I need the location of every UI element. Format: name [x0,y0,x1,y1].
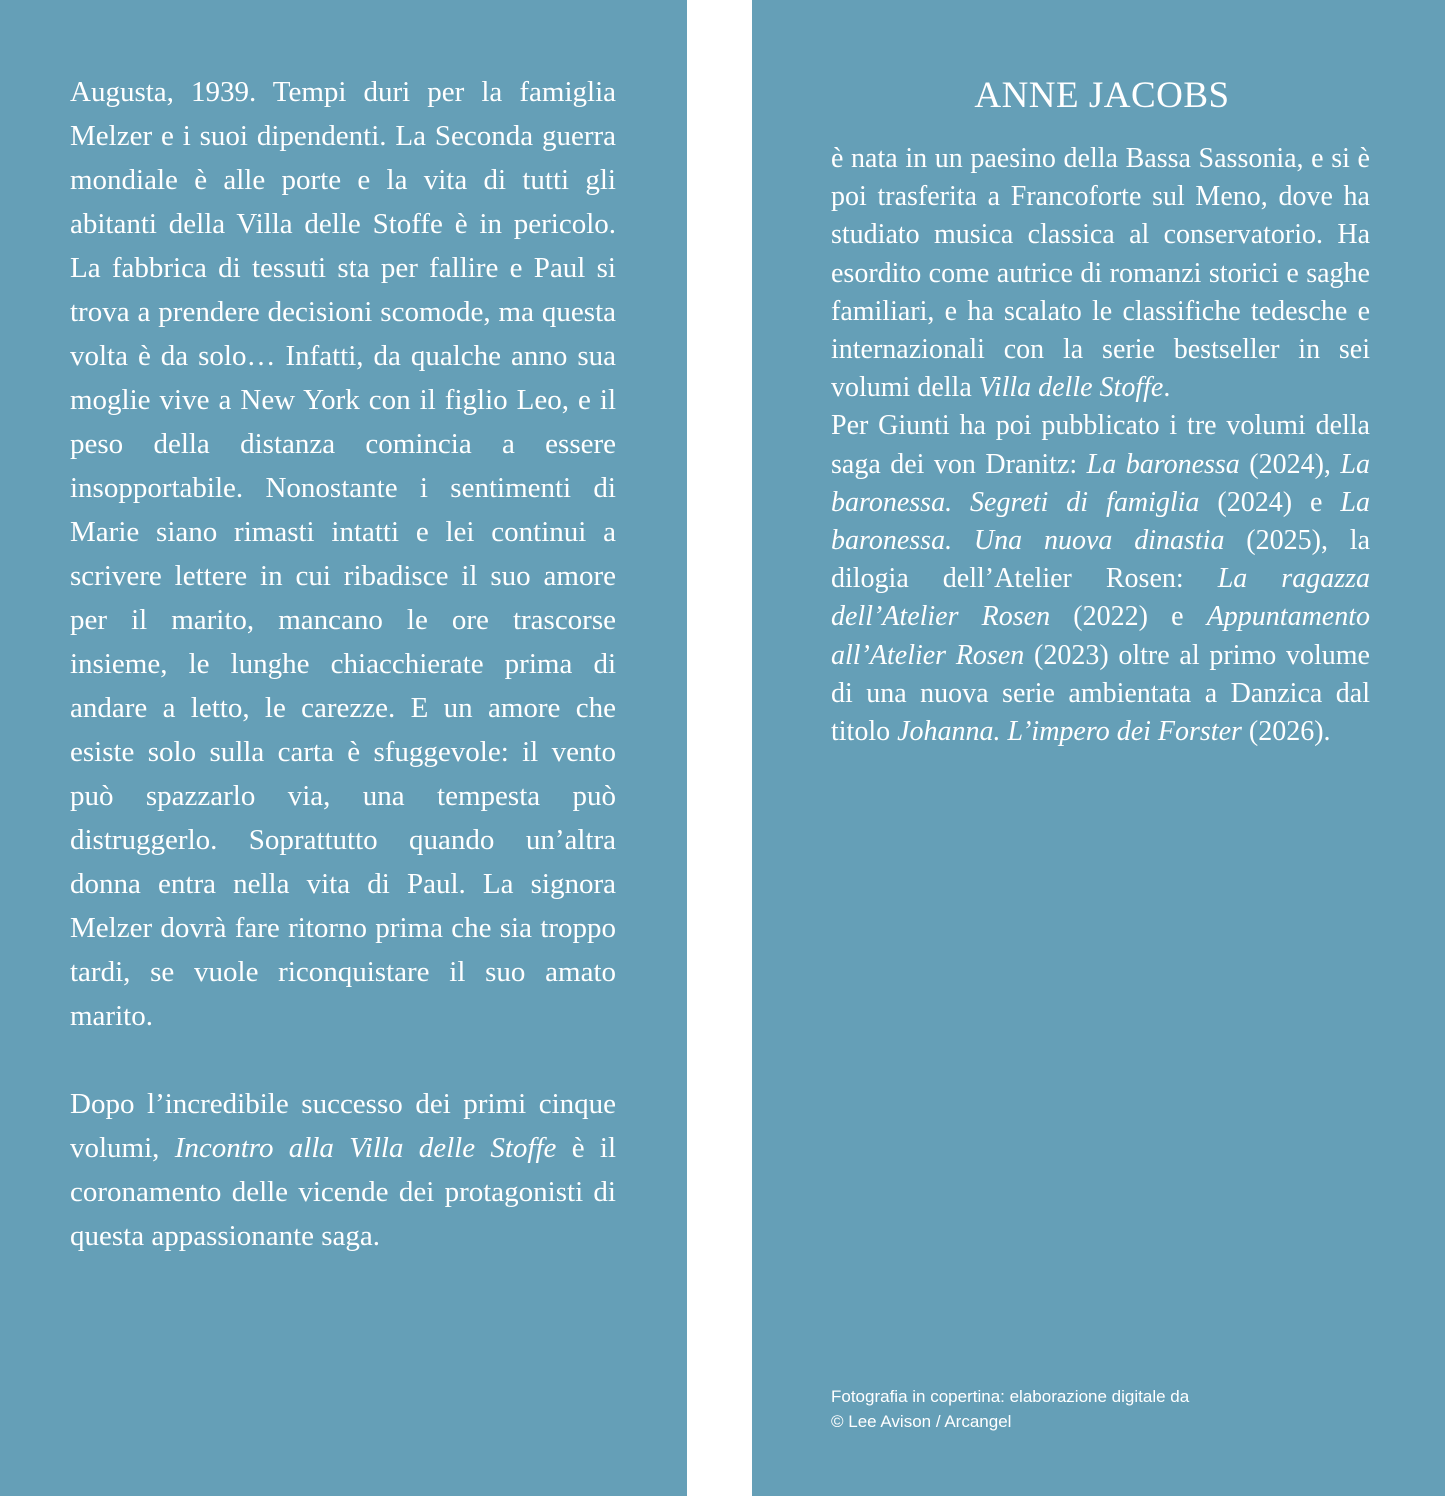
synopsis-paragraph-1 [70,70,616,1038]
text-run: (2024) e [1199,486,1341,518]
italic-title-run: La baronessa [1086,448,1240,480]
author-flap-panel [752,0,1445,1496]
text-run: è nata in un paesino della Bassa Sassonia, e si è poi trasferita a Francoforte sul Meno, dove ha studiato musica classica al conservatorio. Ha esordito come autrice di romanzi storici e saghe familiari, e ha scalato le classifiche tedesche e internazionali con la serie bestseller in sei volumi della [831,143,1370,404]
author-bio-paragraph-2 [831,407,1370,751]
text-run: (2023) oltre al primo volume di una nuova serie ambientata a Danzica dal titolo [831,639,1370,748]
text-run: è il coronamento delle vicende dei protagonisti di questa appassionante saga. [70,1132,617,1252]
italic-title-run: La baronessa. Una nuova dinastia [831,486,1370,557]
text-run: (2022) e [1050,601,1207,633]
italic-title-run: Incontro alla Villa delle Stoffe [174,1132,557,1164]
text-run: (2025), la dilogia dell’Atelier Rosen: [831,525,1370,595]
italic-title-run: Villa delle Stoffe [978,372,1164,404]
italic-title-run: La baronessa. Segreti di famiglia [831,448,1370,518]
text-run: Dopo l’incredibile successo dei primi cinque volumi, [70,1088,616,1164]
text-run: . [1163,372,1171,404]
italic-title-run: La ragazza dell’Atelier Rosen [831,563,1370,633]
back-flap-panel [0,0,687,1496]
synopsis-paragraph-2 [70,1082,616,1258]
author-name-heading: ANNE JACOBS [974,75,1230,116]
synopsis-text [70,70,616,1258]
credit-line-2: © Lee Avison / Arcangel [831,1412,1012,1431]
italic-title-run: Johanna. L’impero dei Forster [897,716,1242,748]
italic-title-run: Appuntamento all’Atelier Rosen [831,601,1371,671]
text-run: (2026). [1241,716,1331,748]
text-run: Augusta, 1939. Tempi duri per la famiglia Melzer e i suoi dipendenti. La Seconda guerra mondiale è alle porte e la vita di tutti gli abitanti della Villa delle Stoffe è in pericolo. La fabbrica di tessuti sta per fallire e Paul si trova a prendere decisioni scomode, ma questa volta è da solo… Infatti, da qualche anno sua moglie vive a New York con il figlio Leo, e il peso della distanza comincia a essere insopportabile. Nonostante i sentimenti di Marie siano rimasti intatti e lei continui a scrivere lettere in cui ribadisce il suo amore per il marito, mancano le ore trascorse insieme, le lunghe chiacchierate prima di andare a letto, le carezze. E un amore che esiste solo sulla carta è sfuggevole: il vento può spazzarlo via, una tempesta può distruggerlo. Soprattutto quando un’altra donna entra nella vita di Paul. La signora Melzer dovrà fare ritorno prima che sia troppo tardi, se vuole riconquistare il suo amato marito. [70,76,616,1032]
credit-line-1: Fotografia in copertina: elaborazione digitale da [831,1387,1190,1406]
cover-photo-credit [831,1384,1391,1434]
author-bio-paragraph-1 [831,140,1370,407]
text-run: (2024), [1239,448,1341,480]
author-bio [831,140,1370,751]
text-run: Per Giunti ha poi pubblicato i tre volumi della saga dei von Dranitz: [831,410,1370,480]
